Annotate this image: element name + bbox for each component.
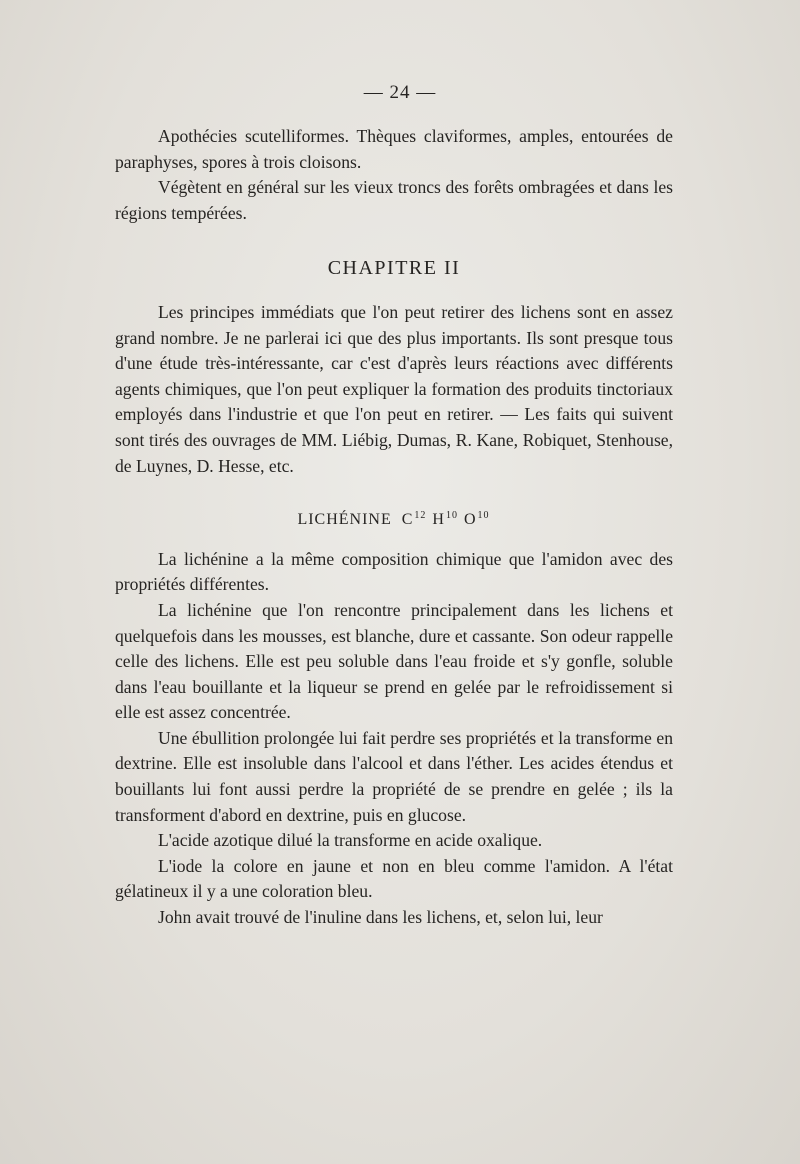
paragraph: Une ébullition prolongée lui fait perdre ses propriétés et la transforme en dextrine. Elle est insoluble dans l'alcool et dans l'éther. Les acides étendus et bouillants lui font aussi perdre la propriété de se prendre en gelée ; ils la transforment d'abord en dextrine, puis en glucose. — [115, 727, 673, 825]
page-number: — 24 — — [363, 82, 437, 103]
section-heading — [115, 503, 673, 533]
paragraph: La lichénine que l'on rencontre principalement dans les lichens et quelquefois dans les mousses, est blanche, dure et cassante. Son odeur rappelle celle des lichens. Elle est peu soluble dans l'eau froide et s'y gonfle, soluble dans l'eau bouillante et la liqueur se prend en gelée par le refroidissement si elle est assez concentrée. — [115, 599, 673, 723]
formula-symbol: H — [432, 511, 445, 529]
formula-symbol: C — [401, 511, 414, 529]
paragraph: John avait trouvé de l'inuline dans les lichens, et, selon lui, leur — [158, 907, 603, 928]
paragraph: L'iode la colore en jaune et non en bleu comme l'amidon. A l'état gélatineux il y a une coloration bleu. — [115, 855, 673, 902]
chapter-title: CHAPITRE II — [327, 257, 461, 280]
paragraph: L'acide azotique dilué la transforme en acide oxalique. — [158, 830, 543, 851]
page-body — [115, 124, 673, 931]
paragraph: La lichénine a la même composition chimique que l'amidon avec des propriétés différentes. — [115, 548, 673, 595]
paragraph: Végètent en général sur les vieux troncs des forêts ombragées et dans les régions tempérées. — [115, 177, 673, 223]
formula-index: 12 — [414, 510, 427, 522]
paragraph: Les principes immédiats que l'on peut retirer des lichens sont en assez grand nombre. Je ne parlerai ici que des plus importants. Ils sont presque tous d'une étude très-intéressante, car c'est d'après leurs réactions avec différents agents chimiques, que l'on peut expliquer la formation des produits tinctoriaux employés dans l'industrie et que l'on peut en retirer. — Les faits qui suivent sont tirés des ouvrages de MM. Liébig, Dumas, R. Kane, Robiquet, Stenhouse, de Luynes, D. Hesse, etc. — [115, 301, 673, 476]
formula-index: 10 — [445, 510, 458, 522]
paragraph: Apothécies scutelliformes. Thèques claviformes, amples, entourées de paraphyses, spores à trois cloisons. — [115, 126, 673, 172]
formula-symbol: O — [463, 511, 477, 529]
formula-index: 10 — [477, 510, 490, 522]
section-name: LICHÉNINE — [297, 511, 392, 529]
